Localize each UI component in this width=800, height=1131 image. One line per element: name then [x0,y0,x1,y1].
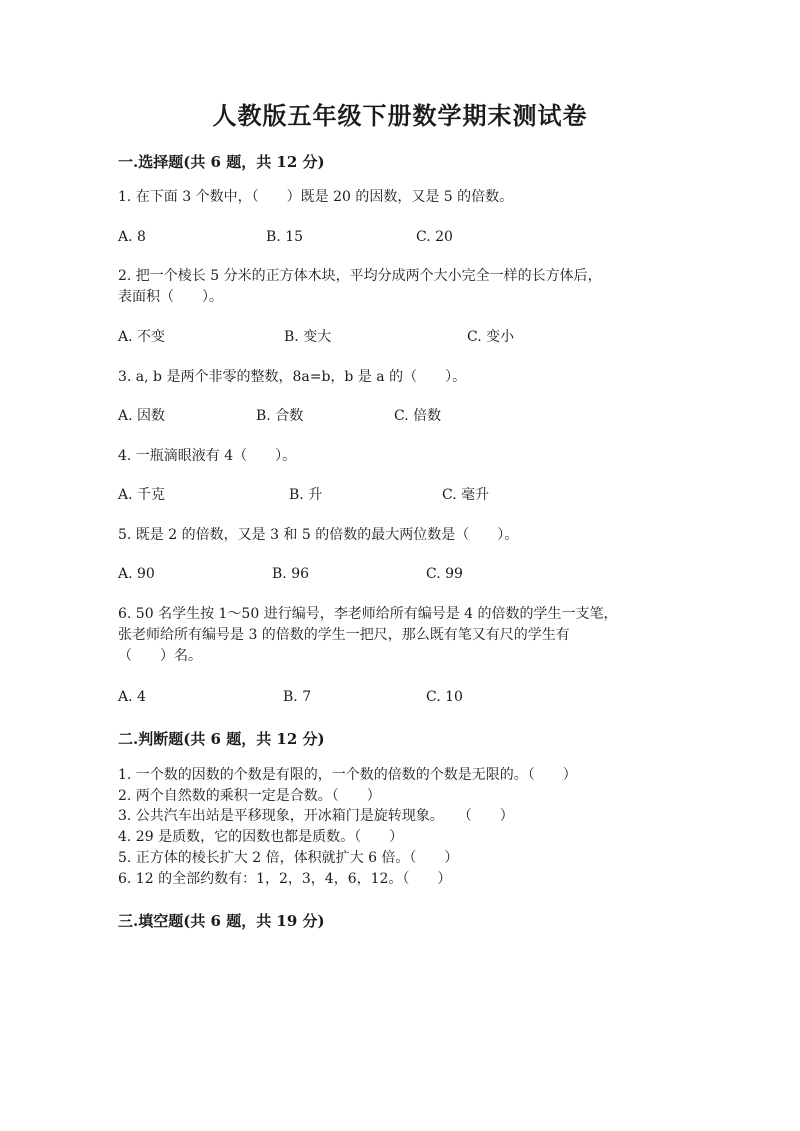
question-line: 1. 在下面 3 个数中，（ ）既是 20 的因数，又是 5 的倍数。 [118,189,514,205]
option-c: C. 99 [426,566,463,582]
question-line: 3. a, b 是两个非零的整数，8a=b，b 是 a 的（ ）。 [118,369,467,385]
section-heading-fill-blank: 三.填空题(共 6 题，共 19 分) [118,912,325,930]
question-line: 6. 50 名学生按 1～50 进行编号，李老师给所有编号是 4 的倍数的学生一支笔， [118,606,618,622]
option-b: B. 15 [266,229,304,245]
option-a: A. 不变 [118,329,166,345]
option-b: B. 合数 [256,408,304,424]
option-c: C. 变小 [467,329,515,345]
judgement-item-2: 2. 两个自然数的乘积一定是合数。（ ） [118,788,381,804]
option-b: B. 7 [283,689,312,705]
option-b: B. 96 [272,566,310,582]
page-title: 人教版五年级下册数学期末测试卷 [212,101,588,130]
option-a: A. 因数 [118,408,166,424]
section-heading-choice: 一.选择题(共 6 题，共 12 分) [118,153,325,171]
question-line: 2. 把一个棱长 5 分米的正方体木块，平均分成两个大小完全一样的长方体后， [118,268,602,284]
option-a: A. 90 [118,566,155,582]
question-line: （ ）名。 [118,648,202,664]
question-line: 4. 一瓶滴眼液有 4（ ）。 [118,448,297,464]
section-heading-judgement: 二.判断题(共 6 题，共 12 分) [118,730,325,748]
option-a: A. 8 [118,229,146,245]
question-line: 5. 既是 2 的倍数，又是 3 和 5 的倍数的最大两位数是（ ）。 [118,527,519,543]
judgement-item-6: 6. 12 的全部约数有：1，2，3，4，6，12。（ ） [118,871,452,887]
question-1 [118,187,678,208]
option-c: C. 毫升 [442,487,490,503]
judgement-item-1: 1. 一个数的因数的个数是有限的，一个数的倍数的个数是无限的。（ ） [118,767,577,783]
option-b: B. 变大 [284,329,332,345]
judgement-item-5: 5. 正方体的棱长扩大 2 倍，体积就扩大 6 倍。（ ） [118,850,459,866]
judgement-item-4: 4. 29 是质数，它的因数也都是质数。（ ） [118,829,404,845]
question-2 [118,266,678,308]
question-6 [118,604,678,667]
question-4 [118,446,678,467]
option-c: C. 10 [426,689,463,705]
question-5 [118,525,678,546]
option-b: B. 升 [289,487,323,503]
question-line: 表面积（ ）。 [118,289,223,305]
question-line: 张老师给所有编号是 3 的倍数的学生一把尺，那么既有笔又有尺的学生有 [118,627,570,643]
option-c: C. 倍数 [394,408,442,424]
option-a: A. 4 [118,689,146,705]
judgement-item-3: 3. 公共汽车出站是平移现象，开冰箱门是旋转现象。 （ ） [118,808,514,824]
option-a: A. 千克 [118,487,166,503]
option-c: C. 20 [416,229,453,245]
question-3 [118,367,678,388]
